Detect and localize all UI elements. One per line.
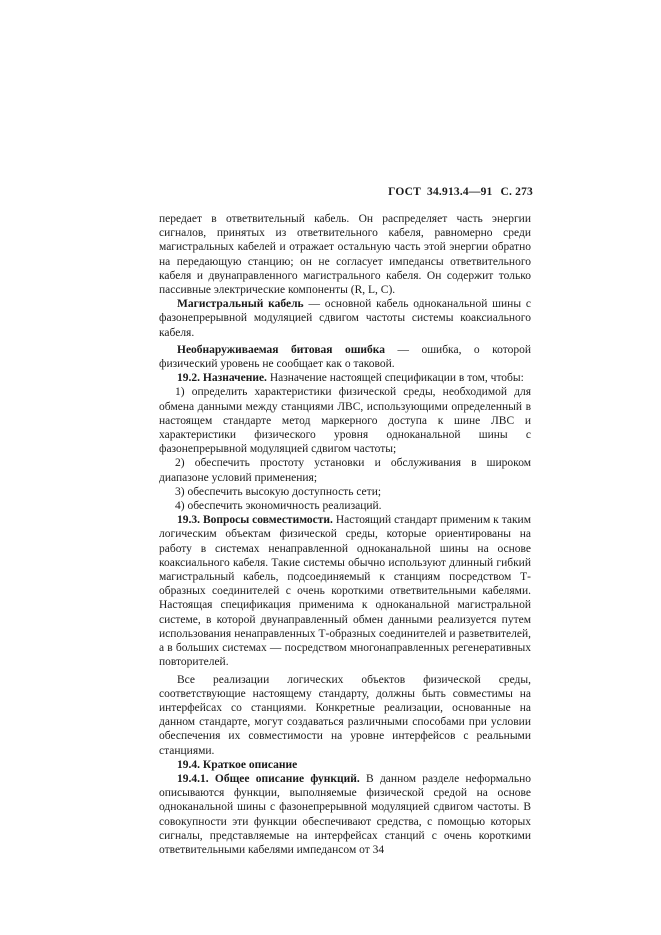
list-item	[159, 456, 531, 484]
list-item-text: 1) определить характеристики физической среды, необходимой для обмена данными между станциями ЛВС, использующими определенный в настоящем стандарте метод маркерного доступа к шине ЛВС и характеристики физического уровня одноканальной шины с фазонепрерывной модуляцией сдвигом частоты;	[159, 386, 531, 456]
page-number: С. 273	[500, 186, 533, 198]
section-19-2	[159, 371, 531, 385]
section-heading-19-4-1: 19.4.1. Общее описание функций.	[177, 772, 360, 785]
section-19-4	[159, 758, 531, 772]
section-text: Назначение настоящей спецификации в том, чтобы:	[266, 372, 524, 385]
document-body	[159, 212, 531, 857]
list-item-text: 3) обеспечить высокую доступность сети;	[175, 485, 382, 498]
standard-label: ГОСТ	[388, 186, 422, 198]
definition-trunk-cable	[159, 297, 531, 340]
definition-text: — основной кабель одноканальной шины с фазонепрерывной модуляцией сдвигом частоты системы коаксиального кабеля.	[159, 298, 531, 339]
page-header	[385, 186, 533, 198]
section-19-3	[159, 513, 531, 669]
list-item-text: 4) обеспечить экономичность реализаций.	[175, 500, 382, 513]
section-text: Настоящий стандарт применим к таким логическим объектам физической среды, которые ориентированы на работу в системах ненаправленной одноканальной шины на основе коаксиального кабеля. Такие системы обычно используют длинный гибкий магистральный кабель, подсоединяемый к станциям посредством Т-образных соединителей с очень короткими ответвительными кабелями. Настоящая спецификация применима к одноканальной магистральной системе, в которой двунаправленный обмен данными реализуется путем использования ненаправленных Т-образных соединителей и разветвителей, а в больших системах — посредством многонаправленных регенеративных повторителей.	[159, 514, 531, 669]
paragraph-text: передает в ответвительный кабель. Он распределяет часть энергии сигналов, принятых из ответвительного кабеля, равномерно среди магистральных кабелей и отражает остальную часть этой энергии обратно на передающую станцию; он не согласует импедансы ответвительного кабеля и двунаправленного магистрального кабеля. Он содержит только пассивные электрические компоненты (R, L, С).	[159, 213, 531, 297]
paragraph-continuation	[159, 212, 531, 297]
section-19-4-1	[159, 772, 531, 857]
definition-text: — ошибка, о которой физический уровень не сообщает как о таковой.	[159, 343, 531, 371]
paragraph-text: Все реализации логических объектов физической среды, соответствующие настоящему стандарту, должны быть совместимы на интерфейсах со станциями. Конкретные реализации, основанные на данном стандарте, могут создаваться различными способами при условии обеспечения их совместимости на уровне интерфейсов с реальными станциями.	[159, 673, 531, 757]
paragraph	[159, 673, 531, 758]
list-item	[159, 485, 531, 499]
list-item	[159, 385, 531, 456]
section-heading-19-2: 19.2. Назначение.	[177, 372, 267, 385]
list-item-text: 2) обеспечить простоту установки и обслуживания в широком диапазоне условий применения;	[159, 457, 531, 484]
section-heading-19-4: 19.4. Краткое описание	[177, 758, 298, 771]
standard-code: 34.913.4—91	[427, 186, 493, 198]
term-undetected-bit-error: Необнаруживаемая битовая ошибка	[177, 343, 386, 356]
term-trunk-cable: Магистральный кабель	[177, 298, 304, 311]
section-heading-19-3: 19.3. Вопросы совместимости.	[177, 514, 333, 527]
section-text: В данном разделе неформально описываются функции, выполняемые физической средой на основе одноканальной шины с фазонепрерывной модуляцией сдвигом частоты. В совокупности эти функции обеспечивают средства, с помощью которых сигналы, представляемые на интерфейсах станций с очень короткими ответвительными кабелями импедансом от 34	[159, 772, 531, 856]
list-item	[159, 499, 531, 513]
definition-undetected-bit-error	[159, 343, 531, 371]
